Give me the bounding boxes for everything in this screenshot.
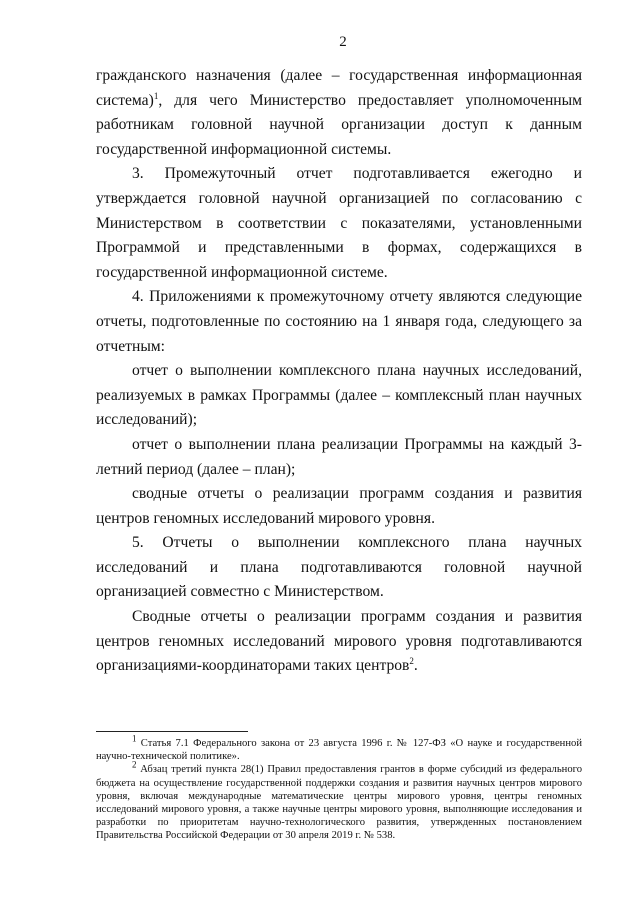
paragraph-item-5: 5. Отчеты о выполнении комплексного плана научных исследований и плана подготавливаются головной научной организацией совместно с Министерством. <box>96 534 582 601</box>
footnote-ref-2: 2 <box>409 656 414 667</box>
footnotes <box>96 733 582 843</box>
footnote-ref-1: 1 <box>153 90 159 101</box>
paragraph-item-4: 4. Приложениями к промежуточному отчету являются следующие отчеты, подготовленные по состоянию на 1 января года, следующего за отчетным: <box>96 288 582 355</box>
paragraph-report-complex-plan: отчет о выполнении комплексного плана научных исследований, реализуемых в рамках Программы (далее – комплексный план научных исследований); <box>96 362 582 429</box>
page-number: 2 <box>339 34 347 50</box>
footnote-text: Абзац третий пункта 28(1) Правил предоставления грантов в форме субсидий из федерального бюджета на осуществление государственной поддержки создания и развития научных центров мирового уровня, включая международные математические центры мирового уровня, центры геномных исследований мирового уровня, а также научные центры мирового уровня, выполняющие исследования и разработки по приоритетам научно-технологического развития, утвержденных постановлением Правительства Российской Федерации от 30 апреля 2019 г. № 538. <box>96 764 582 842</box>
paragraph-tail: . <box>413 657 418 675</box>
paragraph-summary-reports: сводные отчеты о реализации программ создания и развития центров геномных исследований мирового уровня. <box>96 485 582 527</box>
paragraph-continuation <box>96 64 582 162</box>
footnote-text: Статья 7.1 Федерального закона от 23 августа 1996 г. № 127-ФЗ «О науке и государственной научно-технической политике». <box>96 738 582 763</box>
footnote-2 <box>96 759 582 842</box>
paragraph-report-plan: отчет о выполнении плана реализации Программы на каждый 3-летний период (далее – план); <box>96 435 582 478</box>
paragraph-text: Сводные отчеты о реализации программ создания и развития центров геномных исследований мирового уровня подготавливаются организациями-координаторами таких центров <box>96 608 582 675</box>
footnote-marker-1: 1 <box>132 733 137 744</box>
footnote-marker-2: 2 <box>132 759 137 770</box>
footnote-1 <box>96 733 582 763</box>
paragraph-summary-coordinators <box>96 605 582 679</box>
body-text <box>96 64 582 679</box>
paragraph-text: гражданского назначения (далее – государственная информационная система) <box>96 67 582 109</box>
paragraph-tail: , для чего Министерство предоставляет уполномоченным работникам головной научной организации доступ к данным государственной информационной системы. <box>96 91 582 158</box>
footnote-divider <box>96 731 248 732</box>
paragraph-item-3: 3. Промежуточный отчет подготавливается ежегодно и утверждается головной научной организацией по согласованию с Министерством в соответствии с показателями, установленными Программой и представленными в формах, содержащихся в государственной информационной системе. <box>96 165 582 281</box>
